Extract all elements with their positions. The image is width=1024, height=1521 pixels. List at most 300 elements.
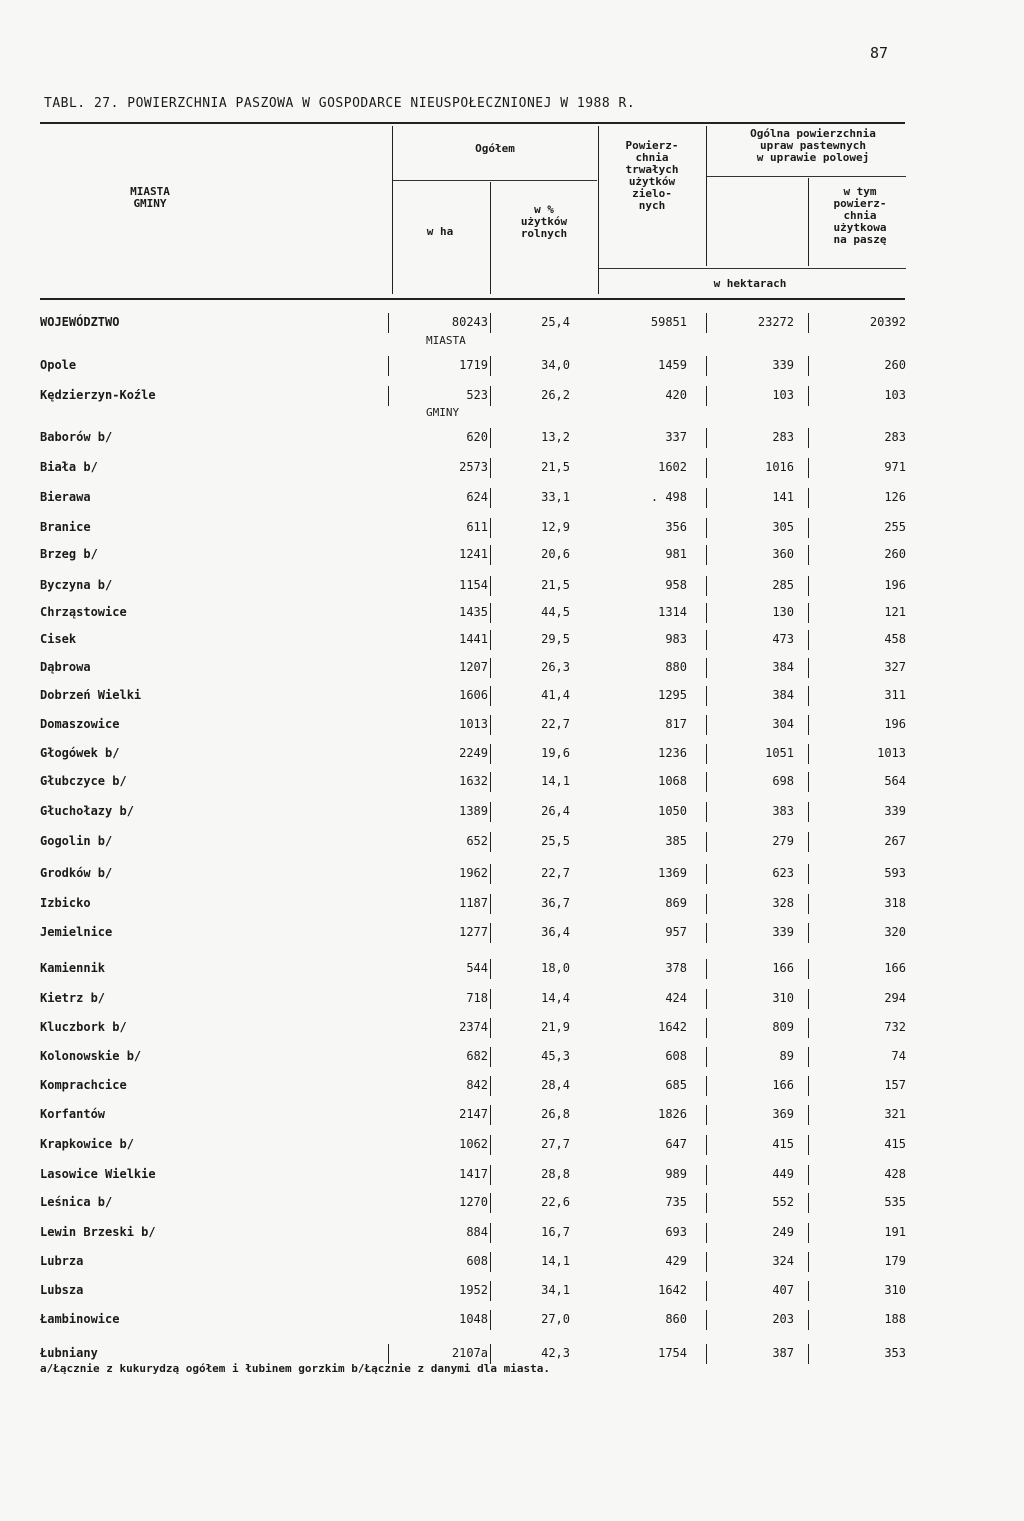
cell-fodder-crops-total: 130 xyxy=(772,605,794,619)
cell-percent-agri: 14,1 xyxy=(541,1254,570,1268)
header-vline xyxy=(392,126,393,294)
row-name: Komprachcice xyxy=(40,1078,127,1092)
cell-area-ha: 842 xyxy=(466,1078,488,1092)
column-divider xyxy=(490,603,491,623)
header-vline xyxy=(598,126,599,294)
column-divider xyxy=(706,959,707,979)
cell-permanent-grassland: 869 xyxy=(665,896,687,910)
ogolna-rule xyxy=(706,176,906,177)
column-divider xyxy=(490,1165,491,1185)
cell-area-ha: 1154 xyxy=(459,578,488,592)
table-row xyxy=(0,490,1024,510)
row-name: Brzeg b/ xyxy=(40,547,98,561)
row-name: WOJEWÓDZTWO xyxy=(40,315,120,329)
cell-fodder-crops-feed: 20392 xyxy=(869,315,906,329)
row-name: Krapkowice b/ xyxy=(40,1137,134,1151)
table-row xyxy=(0,804,1024,824)
row-name: Branice xyxy=(40,520,91,534)
cell-percent-agri: 26,3 xyxy=(541,660,570,674)
row-name: Jemielnice xyxy=(40,925,113,939)
column-divider xyxy=(706,1047,707,1067)
cell-fodder-crops-total: 407 xyxy=(772,1283,794,1297)
cell-area-ha: 718 xyxy=(466,991,488,1005)
column-divider xyxy=(490,1223,491,1243)
column-divider xyxy=(490,313,491,333)
cell-fodder-crops-total: 384 xyxy=(772,660,794,674)
cell-fodder-crops-total: 249 xyxy=(772,1225,794,1239)
cell-area-ha: 80243 xyxy=(451,315,488,329)
column-divider xyxy=(490,1076,491,1096)
column-divider xyxy=(808,1165,809,1185)
column-divider xyxy=(808,1076,809,1096)
cell-percent-agri: 12,9 xyxy=(541,520,570,534)
cell-fodder-crops-total: 1016 xyxy=(765,460,794,474)
column-divider xyxy=(808,1252,809,1272)
cell-area-ha: 1632 xyxy=(459,774,488,788)
row-name: Bierawa xyxy=(40,490,91,504)
column-divider xyxy=(706,802,707,822)
cell-area-ha: 682 xyxy=(466,1049,488,1063)
cell-percent-agri: 26,2 xyxy=(541,388,570,402)
table-row xyxy=(0,1254,1024,1274)
cell-percent-agri: 26,4 xyxy=(541,804,570,818)
cell-permanent-grassland: 1068 xyxy=(658,774,687,788)
column-divider xyxy=(490,386,491,406)
cell-percent-agri: 28,4 xyxy=(541,1078,570,1092)
cell-permanent-grassland: 1642 xyxy=(658,1020,687,1034)
header-w-ha: w ha xyxy=(426,225,454,238)
column-divider xyxy=(706,1344,707,1364)
row-name: Biała b/ xyxy=(40,460,98,474)
cell-area-ha: 1062 xyxy=(459,1137,488,1151)
column-divider xyxy=(490,1310,491,1330)
header-vline xyxy=(706,126,707,266)
column-divider xyxy=(490,576,491,596)
cell-fodder-crops-total: 623 xyxy=(772,866,794,880)
cell-percent-agri: 22,7 xyxy=(541,717,570,731)
column-divider xyxy=(808,1018,809,1038)
cell-fodder-crops-feed: 191 xyxy=(884,1225,906,1239)
cell-fodder-crops-total: 473 xyxy=(772,632,794,646)
column-divider xyxy=(706,1281,707,1301)
cell-permanent-grassland: 735 xyxy=(665,1195,687,1209)
column-divider xyxy=(706,686,707,706)
header-ogolna-powierzchnia: Ogólna powierzchnia upraw pastewnych w uprawie polowej xyxy=(750,127,876,164)
row-name: Byczyna b/ xyxy=(40,578,113,592)
cell-fodder-crops-total: 387 xyxy=(772,1346,794,1360)
column-divider xyxy=(808,1135,809,1155)
column-divider xyxy=(490,1105,491,1125)
column-divider xyxy=(808,458,809,478)
column-divider xyxy=(706,356,707,376)
row-name: Łambinowice xyxy=(40,1312,120,1326)
cell-fodder-crops-feed: 535 xyxy=(884,1195,906,1209)
cell-percent-agri: 16,7 xyxy=(541,1225,570,1239)
cell-percent-agri: 26,8 xyxy=(541,1107,570,1121)
table-row xyxy=(0,605,1024,625)
cell-percent-agri: 21,5 xyxy=(541,460,570,474)
cell-percent-agri: 14,1 xyxy=(541,774,570,788)
cell-permanent-grassland: 817 xyxy=(665,717,687,731)
table-row xyxy=(0,460,1024,480)
column-divider xyxy=(706,428,707,448)
cell-percent-agri: 42,3 xyxy=(541,1346,570,1360)
cell-area-ha: 624 xyxy=(466,490,488,504)
cell-permanent-grassland: 608 xyxy=(665,1049,687,1063)
column-divider xyxy=(490,1252,491,1272)
cell-fodder-crops-feed: 353 xyxy=(884,1346,906,1360)
cell-permanent-grassland: 983 xyxy=(665,632,687,646)
cell-area-ha: 1417 xyxy=(459,1167,488,1181)
column-divider xyxy=(808,802,809,822)
cell-permanent-grassland: 981 xyxy=(665,547,687,561)
cell-fodder-crops-feed: 260 xyxy=(884,358,906,372)
column-divider xyxy=(490,488,491,508)
cell-percent-agri: 34,0 xyxy=(541,358,570,372)
column-divider xyxy=(490,802,491,822)
cell-area-ha: 1270 xyxy=(459,1195,488,1209)
column-divider xyxy=(706,313,707,333)
column-divider xyxy=(808,772,809,792)
table-row xyxy=(0,1078,1024,1098)
row-name: Głogówek b/ xyxy=(40,746,120,760)
column-divider xyxy=(706,386,707,406)
header-w-tym: w tym powierz- chnia użytkowa na paszę xyxy=(833,185,887,246)
column-divider xyxy=(808,864,809,884)
column-divider xyxy=(388,386,389,406)
cell-percent-agri: 18,0 xyxy=(541,961,570,975)
column-divider xyxy=(808,658,809,678)
column-divider xyxy=(808,603,809,623)
cell-area-ha: 1962 xyxy=(459,866,488,880)
cell-permanent-grassland: 378 xyxy=(665,961,687,975)
cell-fodder-crops-feed: 564 xyxy=(884,774,906,788)
column-divider xyxy=(706,989,707,1009)
row-name: Izbicko xyxy=(40,896,91,910)
row-name: Grodków b/ xyxy=(40,866,113,880)
row-name: Kluczbork b/ xyxy=(40,1020,127,1034)
row-name: Głuchołazy b/ xyxy=(40,804,134,818)
cell-fodder-crops-feed: 255 xyxy=(884,520,906,534)
cell-fodder-crops-total: 304 xyxy=(772,717,794,731)
cell-area-ha: 523 xyxy=(466,388,488,402)
cell-fodder-crops-feed: 126 xyxy=(884,490,906,504)
column-divider xyxy=(490,1018,491,1038)
header-top-rule xyxy=(40,122,905,124)
cell-permanent-grassland: 1295 xyxy=(658,688,687,702)
table-row xyxy=(0,961,1024,981)
table-row xyxy=(0,358,1024,378)
cell-permanent-grassland: 59851 xyxy=(650,315,687,329)
column-divider xyxy=(490,518,491,538)
row-name: Kolonowskie b/ xyxy=(40,1049,142,1063)
cell-permanent-grassland: 429 xyxy=(665,1254,687,1268)
column-divider xyxy=(706,864,707,884)
column-divider xyxy=(706,744,707,764)
cell-percent-agri: 27,0 xyxy=(541,1312,570,1326)
column-divider xyxy=(808,1193,809,1213)
column-divider xyxy=(490,458,491,478)
column-divider xyxy=(490,1193,491,1213)
column-divider xyxy=(706,1105,707,1125)
header-vline xyxy=(490,182,491,294)
cell-area-ha: 1719 xyxy=(459,358,488,372)
column-divider xyxy=(706,545,707,565)
table-title: TABL. 27. POWIERZCHNIA PASZOWA W GOSPODARCE NIEUSPOŁECZNIONEJ W 1988 R. xyxy=(44,96,636,111)
cell-area-ha: 611 xyxy=(466,520,488,534)
column-divider xyxy=(808,989,809,1009)
cell-percent-agri: 33,1 xyxy=(541,490,570,504)
table-row xyxy=(0,1049,1024,1069)
column-divider xyxy=(808,715,809,735)
cell-fodder-crops-total: 324 xyxy=(772,1254,794,1268)
cell-area-ha: 2573 xyxy=(459,460,488,474)
table-row xyxy=(0,1312,1024,1332)
column-divider xyxy=(706,603,707,623)
column-divider xyxy=(490,772,491,792)
table-row xyxy=(0,1167,1024,1187)
column-divider xyxy=(706,1252,707,1272)
cell-area-ha: 652 xyxy=(466,834,488,848)
cell-area-ha: 608 xyxy=(466,1254,488,1268)
table-row xyxy=(0,925,1024,945)
header-ogolem: Ogółem xyxy=(475,142,515,155)
cell-fodder-crops-total: 384 xyxy=(772,688,794,702)
row-name: Gogolin b/ xyxy=(40,834,113,848)
column-divider xyxy=(388,356,389,376)
cell-fodder-crops-feed: 311 xyxy=(884,688,906,702)
cell-fodder-crops-total: 141 xyxy=(772,490,794,504)
footnote: a/Łącznie z kukurydzą ogółem i łubinem gorzkim b/Łącznie z danymi dla miasta. xyxy=(40,1362,550,1375)
table-row xyxy=(0,866,1024,886)
page-number: 87 xyxy=(870,44,889,62)
table-row xyxy=(0,632,1024,652)
cell-permanent-grassland: 1602 xyxy=(658,460,687,474)
cell-percent-agri: 44,5 xyxy=(541,605,570,619)
column-divider xyxy=(706,518,707,538)
row-name: Domaszowice xyxy=(40,717,120,731)
cell-percent-agri: 34,1 xyxy=(541,1283,570,1297)
cell-percent-agri: 45,3 xyxy=(541,1049,570,1063)
cell-area-ha: 1277 xyxy=(459,925,488,939)
column-divider xyxy=(808,894,809,914)
cell-fodder-crops-feed: 188 xyxy=(884,1312,906,1326)
cell-permanent-grassland: . 498 xyxy=(650,490,687,504)
column-divider xyxy=(808,545,809,565)
cell-fodder-crops-total: 339 xyxy=(772,358,794,372)
cell-area-ha: 544 xyxy=(466,961,488,975)
column-divider xyxy=(388,1344,389,1364)
cell-permanent-grassland: 1050 xyxy=(658,804,687,818)
table-row xyxy=(0,746,1024,766)
table-row xyxy=(0,1283,1024,1303)
cell-fodder-crops-feed: 166 xyxy=(884,961,906,975)
cell-area-ha: 2374 xyxy=(459,1020,488,1034)
cell-percent-agri: 22,7 xyxy=(541,866,570,880)
cell-fodder-crops-total: 339 xyxy=(772,925,794,939)
cell-area-ha: 1013 xyxy=(459,717,488,731)
column-divider xyxy=(490,989,491,1009)
row-name: Dobrzeń Wielki xyxy=(40,688,142,702)
column-divider xyxy=(490,658,491,678)
cell-fodder-crops-feed: 267 xyxy=(884,834,906,848)
cell-permanent-grassland: 989 xyxy=(665,1167,687,1181)
column-divider xyxy=(706,458,707,478)
column-divider xyxy=(490,356,491,376)
cell-percent-agri: 25,5 xyxy=(541,834,570,848)
column-divider xyxy=(808,386,809,406)
cell-fodder-crops-feed: 321 xyxy=(884,1107,906,1121)
cell-area-ha: 1435 xyxy=(459,605,488,619)
row-name: Kamiennik xyxy=(40,961,106,975)
cell-percent-agri: 25,4 xyxy=(541,315,570,329)
column-divider xyxy=(808,1105,809,1125)
cell-fodder-crops-total: 360 xyxy=(772,547,794,561)
cell-fodder-crops-total: 279 xyxy=(772,834,794,848)
table-row xyxy=(0,1020,1024,1040)
cell-permanent-grassland: 1642 xyxy=(658,1283,687,1297)
cell-fodder-crops-feed: 732 xyxy=(884,1020,906,1034)
cell-percent-agri: 13,2 xyxy=(541,430,570,444)
cell-fodder-crops-total: 166 xyxy=(772,1078,794,1092)
cell-permanent-grassland: 356 xyxy=(665,520,687,534)
cell-area-ha: 1207 xyxy=(459,660,488,674)
cell-fodder-crops-total: 103 xyxy=(772,388,794,402)
cell-fodder-crops-feed: 1013 xyxy=(877,746,906,760)
cell-fodder-crops-total: 23272 xyxy=(757,315,794,329)
cell-area-ha: 1952 xyxy=(459,1283,488,1297)
table-row xyxy=(0,834,1024,854)
cell-percent-agri: 19,6 xyxy=(541,746,570,760)
column-divider xyxy=(490,1281,491,1301)
column-divider xyxy=(808,832,809,852)
row-name: Lubrza xyxy=(40,1254,84,1268)
header-vline xyxy=(808,178,809,266)
column-divider xyxy=(808,686,809,706)
cell-permanent-grassland: 693 xyxy=(665,1225,687,1239)
cell-area-ha: 2249 xyxy=(459,746,488,760)
cell-fodder-crops-total: 449 xyxy=(772,1167,794,1181)
cell-fodder-crops-total: 310 xyxy=(772,991,794,1005)
column-divider xyxy=(706,1223,707,1243)
column-divider xyxy=(706,894,707,914)
column-divider xyxy=(490,864,491,884)
row-name: Baborów b/ xyxy=(40,430,113,444)
table-row xyxy=(0,1107,1024,1127)
cell-permanent-grassland: 1826 xyxy=(658,1107,687,1121)
cell-percent-agri: 28,8 xyxy=(541,1167,570,1181)
column-divider xyxy=(706,1076,707,1096)
column-divider xyxy=(490,744,491,764)
header-bottom-rule xyxy=(40,298,905,300)
table-row xyxy=(0,991,1024,1011)
header-miasta-gminy: MIASTA GMINY xyxy=(130,185,170,210)
row-name: Chrząstowice xyxy=(40,605,127,619)
table-row xyxy=(0,1137,1024,1157)
cell-fodder-crops-total: 809 xyxy=(772,1020,794,1034)
cell-fodder-crops-feed: 458 xyxy=(884,632,906,646)
column-divider xyxy=(808,959,809,979)
cell-permanent-grassland: 1236 xyxy=(658,746,687,760)
cell-fodder-crops-total: 552 xyxy=(772,1195,794,1209)
table-row xyxy=(0,578,1024,598)
cell-fodder-crops-total: 166 xyxy=(772,961,794,975)
cell-area-ha: 1048 xyxy=(459,1312,488,1326)
section-miasta: MIASTA xyxy=(426,334,466,347)
cell-fodder-crops-feed: 179 xyxy=(884,1254,906,1268)
cell-fodder-crops-total: 383 xyxy=(772,804,794,818)
column-divider xyxy=(490,959,491,979)
cell-permanent-grassland: 860 xyxy=(665,1312,687,1326)
column-divider xyxy=(706,1165,707,1185)
cell-fodder-crops-total: 89 xyxy=(779,1049,794,1063)
cell-percent-agri: 36,7 xyxy=(541,896,570,910)
table-row xyxy=(0,1225,1024,1245)
column-divider xyxy=(706,1135,707,1155)
column-divider xyxy=(808,1281,809,1301)
column-divider xyxy=(706,630,707,650)
cell-area-ha: 1241 xyxy=(459,547,488,561)
cell-area-ha: 884 xyxy=(466,1225,488,1239)
cell-fodder-crops-feed: 339 xyxy=(884,804,906,818)
cell-fodder-crops-total: 305 xyxy=(772,520,794,534)
row-name: Korfantów xyxy=(40,1107,106,1121)
table-row xyxy=(0,547,1024,567)
cell-area-ha: 1606 xyxy=(459,688,488,702)
cell-area-ha: 1441 xyxy=(459,632,488,646)
cell-area-ha: 1389 xyxy=(459,804,488,818)
cell-area-ha: 2147 xyxy=(459,1107,488,1121)
column-divider xyxy=(808,356,809,376)
column-divider xyxy=(490,894,491,914)
table-row xyxy=(0,430,1024,450)
table-row xyxy=(0,520,1024,540)
cell-fodder-crops-feed: 327 xyxy=(884,660,906,674)
cell-permanent-grassland: 958 xyxy=(665,578,687,592)
column-divider xyxy=(808,313,809,333)
column-divider xyxy=(706,658,707,678)
cell-fodder-crops-feed: 103 xyxy=(884,388,906,402)
cell-fodder-crops-feed: 310 xyxy=(884,1283,906,1297)
row-name: Lasowice Wielkie xyxy=(40,1167,156,1181)
cell-fodder-crops-total: 698 xyxy=(772,774,794,788)
column-divider xyxy=(706,576,707,596)
cell-fodder-crops-total: 203 xyxy=(772,1312,794,1326)
table-row xyxy=(0,717,1024,737)
cell-percent-agri: 36,4 xyxy=(541,925,570,939)
cell-area-ha: 1187 xyxy=(459,896,488,910)
table-row xyxy=(0,688,1024,708)
column-divider xyxy=(490,1344,491,1364)
table-row xyxy=(0,1195,1024,1215)
row-name: Cisek xyxy=(40,632,77,646)
cell-percent-agri: 21,5 xyxy=(541,578,570,592)
column-divider xyxy=(808,1344,809,1364)
row-name: Lewin Brzeski b/ xyxy=(40,1225,156,1239)
column-divider xyxy=(808,744,809,764)
cell-permanent-grassland: 685 xyxy=(665,1078,687,1092)
cell-percent-agri: 22,6 xyxy=(541,1195,570,1209)
column-divider xyxy=(490,686,491,706)
table-row xyxy=(0,388,1024,408)
column-divider xyxy=(808,1310,809,1330)
column-divider xyxy=(808,1047,809,1067)
cell-percent-agri: 41,4 xyxy=(541,688,570,702)
column-divider xyxy=(808,630,809,650)
row-name: Kędzierzyn-Koźle xyxy=(40,388,156,402)
table-row xyxy=(0,774,1024,794)
cell-fodder-crops-feed: 121 xyxy=(884,605,906,619)
